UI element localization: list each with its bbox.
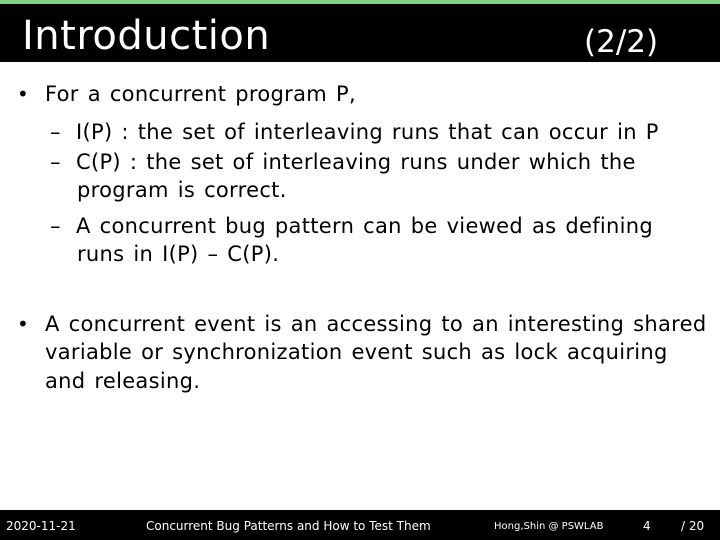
footer-presentation-title: Concurrent Bug Patterns and How to Test Them (146, 519, 431, 533)
slide-content (0, 62, 720, 510)
slide-footer (0, 510, 720, 540)
sub-bullet-3-continuation: runs in I(P) – C(P). (77, 242, 280, 266)
sub-bullet-2-continuation: program is correct. (77, 178, 287, 202)
footer-page-number: 4 (643, 519, 651, 533)
footer-author: Hong,Shin @ PSWLAB (494, 521, 604, 532)
slide-page-indicator: (2/2) (584, 24, 659, 60)
dash-icon: – (50, 214, 61, 238)
bullet-2-continuation-2: and releasing. (45, 369, 201, 393)
bullet-icon: • (17, 82, 29, 106)
bullet-1-text: For a concurrent program P, (45, 82, 356, 106)
sub-bullet-2-text: C(P) : the set of interleaving runs under which the (76, 150, 636, 174)
footer-date: 2020-11-21 (6, 519, 76, 533)
bullet-2-continuation-1: variable or synchronization event such as lock acquiring (45, 340, 668, 364)
dash-icon: – (50, 120, 61, 144)
slide-title: Introduction (22, 13, 271, 59)
bullet-icon: • (17, 312, 29, 336)
slide-header (0, 4, 720, 62)
sub-bullet-1-text: I(P) : the set of interleaving runs that can occur in P (76, 120, 659, 144)
dash-icon: – (50, 150, 61, 174)
sub-bullet-3-text: A concurrent bug pattern can be viewed as defining (76, 214, 654, 238)
footer-total-pages: / 20 (681, 519, 705, 533)
bullet-2-text: A concurrent event is an accessing to an interesting shared (45, 312, 707, 336)
